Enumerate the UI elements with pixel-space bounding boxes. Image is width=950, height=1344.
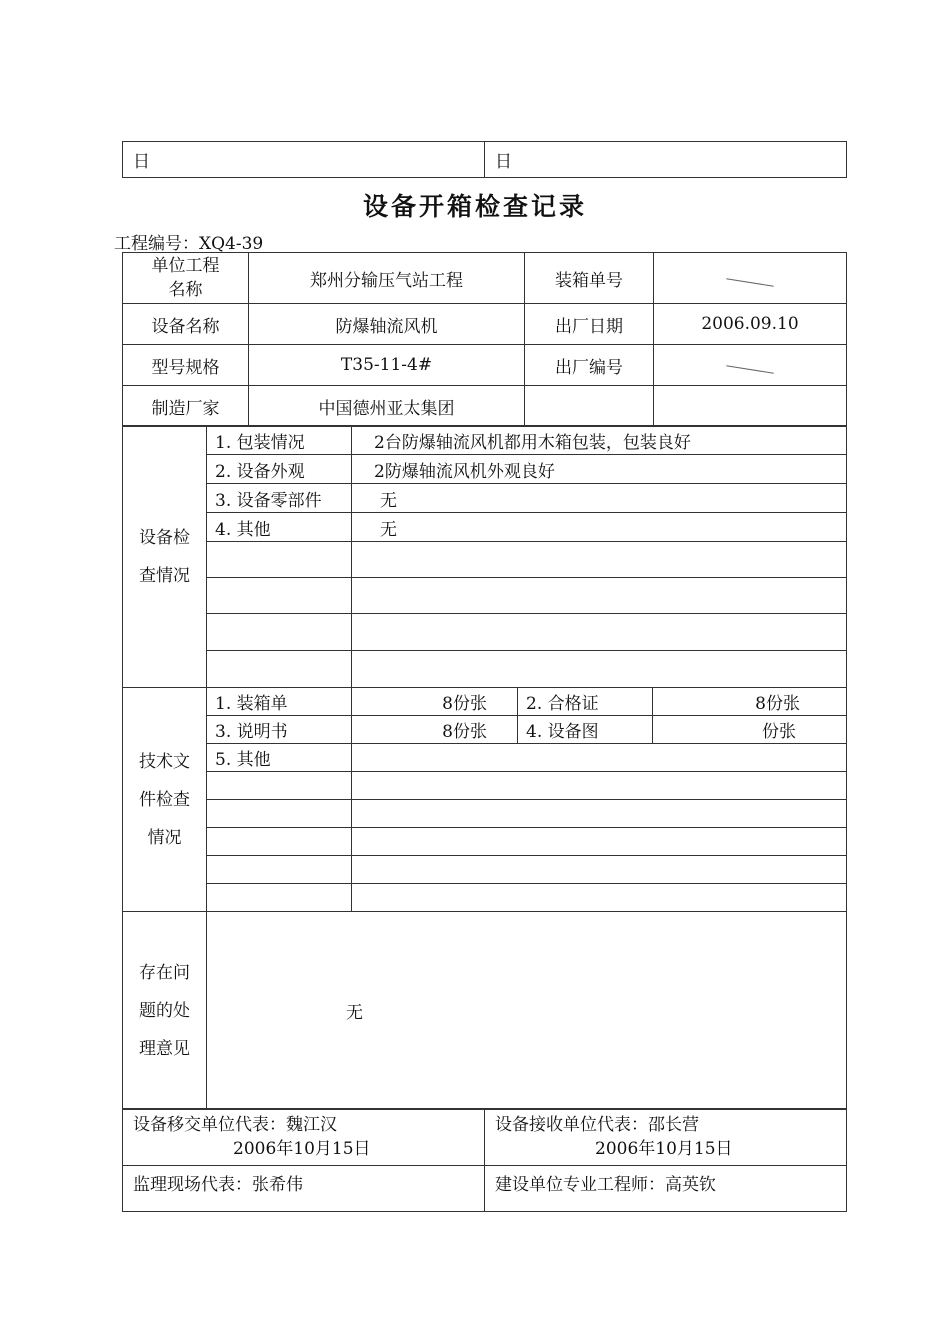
equipment-inspection-table: [122, 425, 847, 688]
blank-slash-mark: [726, 278, 774, 286]
other-docs-label: 5. 其他: [207, 744, 352, 772]
receiver-representative-cell: [485, 1109, 847, 1166]
factory-no-value: [654, 345, 847, 386]
empty-cell: [352, 856, 847, 884]
supervisor-cell: [123, 1166, 485, 1212]
inspection-item-label: 3. 设备零部件: [207, 484, 352, 513]
unit-project-label: 单位工程 名称: [123, 253, 249, 304]
equipment-info-table: [122, 252, 847, 427]
empty-cell: [352, 651, 847, 688]
certificate-label: 2. 合格证: [518, 688, 653, 716]
empty-cell: [207, 828, 352, 856]
empty-cell: [207, 578, 352, 614]
manual-value: 8份张: [352, 716, 518, 744]
empty-cell: [207, 856, 352, 884]
handover-label: 设备移交单位代表：: [133, 1115, 286, 1135]
empty-cell: [352, 772, 847, 800]
manufacturer-label: 制造厂家: [123, 386, 249, 427]
manufacturer-value: 中国德州亚太集团: [249, 386, 525, 427]
issues-section-label: 存在问 题的处 理意见: [123, 912, 207, 1110]
top-right-date-cell: 日: [485, 142, 847, 178]
empty-cell: [207, 542, 352, 578]
top-left-date-cell: 日: [123, 142, 485, 178]
inspection-item-value: 2台防爆轴流风机都用木箱包装，包装良好: [352, 426, 847, 455]
engineer-label: 建设单位专业工程师：: [495, 1175, 665, 1195]
empty-cell: [207, 884, 352, 912]
empty-cell: [352, 744, 847, 772]
project-code: [114, 229, 263, 254]
receiver-name: 邵长营: [648, 1115, 699, 1135]
empty-cell: [352, 614, 847, 651]
inspection-section-label: 设备检 查情况: [123, 426, 207, 688]
empty-cell: [352, 542, 847, 578]
empty-cell: [207, 772, 352, 800]
handover-name: 魏江汉: [286, 1115, 337, 1135]
factory-date-value: 2006.09.10: [654, 304, 847, 345]
project-code-value: XQ4-39: [199, 234, 264, 254]
inspection-item-label: 4. 其他: [207, 513, 352, 542]
supervisor-name: 张希伟: [252, 1175, 303, 1195]
inspection-item-label: 1. 包装情况: [207, 426, 352, 455]
factory-date-label: 出厂日期: [525, 304, 654, 345]
inspection-item-value: 2防爆轴流风机外观良好: [352, 455, 847, 484]
empty-cell: [207, 651, 352, 688]
equipment-name-value: 防爆轴流风机: [249, 304, 525, 345]
inspection-item-label: 2. 设备外观: [207, 455, 352, 484]
unit-project-value: 郑州分输压气站工程: [249, 253, 525, 304]
engineer-name: 高英钦: [665, 1175, 716, 1195]
packing-no-label: 装箱单号: [525, 253, 654, 304]
tech-docs-section-label: 技术文 件检查 情况: [123, 688, 207, 912]
empty-cell: [352, 828, 847, 856]
blank-slash-mark: [726, 365, 774, 373]
packing-list-label: 1. 装箱单: [207, 688, 352, 716]
receiver-date: 2006年10月15日: [595, 1139, 733, 1159]
empty-cell: [207, 800, 352, 828]
top-date-row: [122, 141, 847, 178]
model-value: T35-11-4#: [249, 345, 525, 386]
page-title: 设备开箱检查记录: [362, 192, 587, 221]
model-label: 型号规格: [123, 345, 249, 386]
empty-cell: [207, 614, 352, 651]
empty-cell: [352, 800, 847, 828]
drawing-label: 4. 设备图: [518, 716, 653, 744]
supervisor-label: 监理现场代表：: [133, 1175, 252, 1195]
issues-value: 无: [207, 912, 847, 1110]
handover-representative-cell: [123, 1109, 485, 1166]
issues-table: [122, 911, 847, 1110]
engineer-cell: [485, 1166, 847, 1212]
manual-label: 3. 说明书: [207, 716, 352, 744]
inspection-item-value: 无: [352, 513, 847, 542]
empty-cell: [352, 884, 847, 912]
empty-cell: [525, 386, 654, 427]
project-code-label: 工程编号：: [114, 234, 199, 254]
certificate-value: 8份张: [653, 688, 847, 716]
receiver-label: 设备接收单位代表：: [495, 1115, 648, 1135]
empty-cell: [654, 386, 847, 427]
empty-cell: [352, 578, 847, 614]
inspection-item-value: 无: [352, 484, 847, 513]
tech-docs-table: [122, 687, 847, 912]
drawing-value: 份张: [653, 716, 847, 744]
handover-date: 2006年10月15日: [233, 1139, 371, 1159]
packing-list-value: 8份张: [352, 688, 518, 716]
signature-table: [122, 1108, 847, 1212]
equipment-name-label: 设备名称: [123, 304, 249, 345]
packing-no-value: [654, 253, 847, 304]
factory-no-label: 出厂编号: [525, 345, 654, 386]
